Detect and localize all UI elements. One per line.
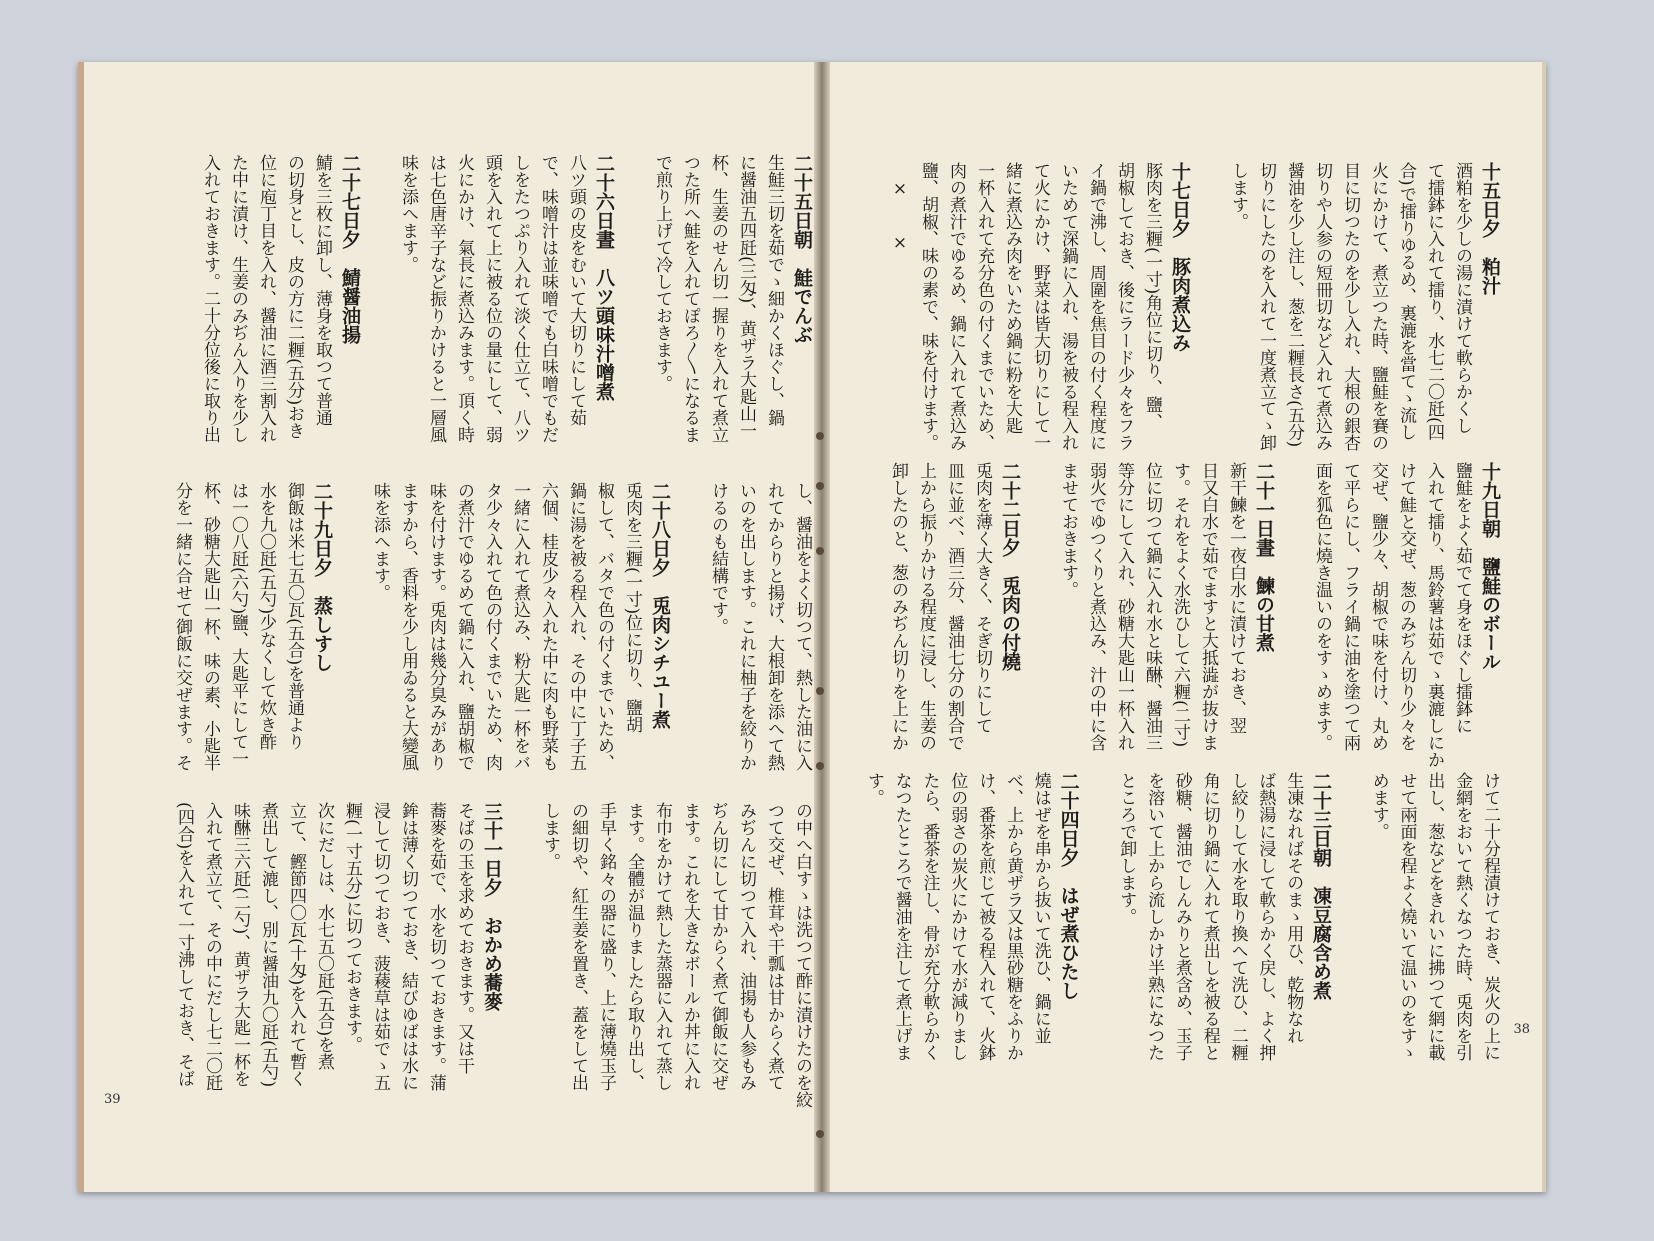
text-column: 面を狐色に燒き温いのをすゝめます。 xyxy=(1312,462,1332,751)
text-column: 味醂三六瓩(二勺)、黄ザラ大匙一杯を xyxy=(230,802,250,1088)
text-column: 布巾をかけて熱した蒸器に入れて蒸し xyxy=(652,802,672,1091)
text-column: て平らにし、フライ鍋に油を塗つて兩 xyxy=(1340,462,1360,751)
recipe-heading: 二十五日朝 鮭でんぶ xyxy=(791,154,813,344)
text-column: 蕎麥を茹で、水を切つておきます。蒲 xyxy=(426,802,446,1091)
text-column: 弱火でゆつくりと煮込み、汁の中に含 xyxy=(1086,462,1106,751)
column-spacer xyxy=(1280,462,1306,792)
binding-hole xyxy=(816,687,824,695)
binding-hole xyxy=(816,547,824,555)
text-column: 切りや人参の短冊切など入れて煮込み xyxy=(1312,162,1332,451)
recipe-heading: 二十一日晝 鰊の甘煮 xyxy=(1253,462,1275,652)
text-column: 兎肉を薄く大きく、そぎ切りにして xyxy=(972,462,992,734)
text-column: 燒はぜを串から抜いて洗ひ、鍋に並 xyxy=(1030,772,1051,1044)
text-column: イ鍋で沸し、周圍を焦目の付く程度に xyxy=(1086,162,1106,451)
text-column: 浸して切つておき、菠薐草は茹でゝ五 xyxy=(370,802,390,1091)
text-column: 切りにしたのを入れて一度煮立てゝ卸 xyxy=(1256,162,1276,451)
text-column: て火にかけ、野菜は皆大切りにして一 xyxy=(1030,162,1050,451)
text-column: で、味噌汁は並味噌でも白味噌でもだ xyxy=(538,154,558,443)
text-column: けるのも結構です。 xyxy=(708,482,728,635)
text-column: ませておきます。 xyxy=(1058,462,1078,598)
text-column: 一杯入れて充分色の付くまでいため、 xyxy=(974,162,994,451)
text-column: 位に切つて鍋に入れ水と味醂、醤油三 xyxy=(1142,462,1162,751)
text-column: 合)で擂りゆるめ、裏漉を當てゝ流し xyxy=(1396,162,1416,441)
right-bottom-band xyxy=(862,772,1502,1112)
text-column: なつたところで醤油を注して煮上げま xyxy=(891,772,912,1061)
left-middle-band xyxy=(134,482,814,800)
text-column: 火にかけて、煮立つた時、鹽鮭を賽の xyxy=(1368,162,1388,451)
text-column: けて鮭と交ぜ、葱のみぢん切り少々を xyxy=(1396,462,1416,751)
text-column: は七色唐辛子など振りかけると一層風 xyxy=(426,154,446,443)
binding-hole xyxy=(816,482,824,490)
text-column: します。 xyxy=(1228,162,1248,230)
page-number-right: 38 xyxy=(1513,1022,1530,1037)
recipe-heading: 十九日朝 鹽鮭のボール xyxy=(1479,462,1501,671)
text-column: 豚肉を三糎(一寸)角位に切り、鹽、 xyxy=(1142,162,1162,431)
text-column: 緒に煮込み肉をいため鍋に粉を大匙 xyxy=(1002,162,1022,434)
text-column: す。それをよく水洗ひして六糎(二寸) xyxy=(1170,462,1190,748)
text-column: 立て、鰹節四〇瓦(十匁)を入れて暫く xyxy=(286,802,306,1088)
text-column: の中へ白すゝは洗つて酢に漬けたのを絞 xyxy=(792,802,812,1108)
text-column: 杯、生姜のせん切一握りを入れて煮立 xyxy=(708,154,728,443)
text-column: つた所へ鮭を入れてぽろ〳〵になるま xyxy=(680,154,700,443)
text-column: 胡椒しておき、後にラード少々をフラ xyxy=(1114,162,1134,451)
text-column: け、番茶を煎じて被る程入れて、火鉢 xyxy=(975,772,996,1061)
left-page xyxy=(78,62,826,1192)
text-column: します。 xyxy=(540,802,560,870)
text-column: 火にかけ、氣長に煮込みます。頂く時 xyxy=(454,154,474,443)
column-spacer xyxy=(366,154,392,504)
text-column: し絞りして水を取り換へて洗ひ、二糎 xyxy=(1227,772,1248,1061)
text-column: 角に切り鍋に入れて煮出しを被る程と xyxy=(1199,772,1220,1061)
column-spacer xyxy=(1196,162,1222,482)
text-column: 鍋に湯を被る程入れ、その中に丁子五 xyxy=(566,482,586,771)
text-column: て擂鉢に入れて擂り、水七二〇瓩(四 xyxy=(1424,162,1444,441)
text-column: す。 xyxy=(863,772,884,806)
text-column: 八ツ頭の皮をむいて大切りにして茹 xyxy=(566,154,586,426)
text-column: 入れて擂り、馬鈴薯は茹でゝ裏漉しにか xyxy=(1424,462,1444,768)
column-spacer xyxy=(508,802,534,1132)
text-column: 砂糖、醤油でしんみりと煮含め、玉子 xyxy=(1171,772,1192,1061)
column-spacer xyxy=(1085,772,1111,1112)
text-column: 位に庖丁目を入れ、醤油に酒三割入れ xyxy=(256,154,276,443)
text-column: ますから、香料を少し用ゐると大變風 xyxy=(398,482,418,771)
text-column: 鹽鮭をよく茹でて身をほぐし擂鉢に xyxy=(1452,462,1472,734)
text-column: に醤油五四瓩(三匁)、黄ザラ大匙山一 xyxy=(736,154,756,440)
text-column: 金網をおいて熱くなつた時、兎肉を引 xyxy=(1452,772,1473,1061)
text-column: 手早く銘々の器に盛り、上に薄燒玉子 xyxy=(596,802,616,1091)
text-column: 上から振りかける程度に浸し、生姜の xyxy=(916,462,936,751)
text-column: 卸したのと、葱のみぢん切りを上にか xyxy=(888,462,908,751)
page-number-left: 39 xyxy=(104,1092,121,1107)
text-column: ところで卸します。 xyxy=(1116,772,1137,925)
text-column: れてからりと揚げ、大根卸を添へて熱 xyxy=(764,482,784,771)
text-column: 煮出して漉し、別に醤油九〇瓩(五勺) xyxy=(258,802,278,1088)
text-column: 頭を入れて上に被る位の量にして、弱 xyxy=(482,154,502,443)
text-column: た中に漬け、生姜のみぢん入りを少し xyxy=(228,154,248,443)
column-spacer xyxy=(1026,462,1052,792)
recipe-heading: 二十八日夕 兎肉シチユー煮 xyxy=(649,482,671,729)
recipe-heading: 十五日夕 粕汁 xyxy=(1479,162,1501,295)
text-column: 生鮭三切を茹でゝ細かくほぐし、鍋 xyxy=(764,154,784,426)
book-gutter xyxy=(814,62,830,1192)
binding-hole xyxy=(816,762,824,770)
text-column: 糎(一寸五分)に切つておきます。 xyxy=(342,802,362,1054)
left-top-band xyxy=(134,154,814,504)
text-column: 次にだしは、水七五〇瓩(五合)を煮 xyxy=(314,802,334,1071)
text-column: そばの玉を求めておきます。又は干 xyxy=(454,802,474,1074)
right-middle-band xyxy=(862,462,1502,792)
text-column: タ少々入れて色の付くまでいため、肉 xyxy=(482,482,502,771)
text-column: 出し、葱などをきれいに拂つて網に載 xyxy=(1424,772,1445,1061)
recipe-heading: 二十九日夕 蒸しすし xyxy=(311,482,333,672)
text-column: しをたつぷり入れて淡く仕立て、八ツ xyxy=(510,154,530,443)
open-book xyxy=(78,62,1550,1192)
binding-hole xyxy=(816,432,824,440)
text-column: 交ぜ、鹽少々、胡椒で味を付け、丸め xyxy=(1368,462,1388,751)
text-column: 鉾は薄く切つておき、結びゆばは水に xyxy=(398,802,418,1091)
text-column: は一〇八瓩(六勺)鹽、大匙平にして一 xyxy=(228,482,248,768)
text-column: 日又白水で茹でますと大抵澁が抜けま xyxy=(1198,462,1218,751)
text-column: × × xyxy=(890,162,910,253)
text-column: 皿に並べ、酒三分、醤油七分の割合で xyxy=(944,462,964,751)
text-column: ます。全體が温りましたら取り出し、 xyxy=(624,802,644,1091)
text-column: 鹽、胡椒、味の素で、味を付けます。 xyxy=(918,162,938,451)
text-column: たら、番茶を注し、骨が充分軟らかく xyxy=(919,772,940,1061)
recipe-heading: 二十六日晝 八ツ頭味汁噌煮 xyxy=(593,154,615,401)
text-column: の切身とし、皮の方に二糎(五分)おき xyxy=(284,154,304,440)
text-column: 目に切つたのを少し入れ、大根の銀杏 xyxy=(1340,162,1360,451)
recipe-heading: 三十一日夕 おかめ蕎麥 xyxy=(481,802,503,1011)
text-column: 分を一緒に合せて御飯に交ぜます。そ xyxy=(172,482,192,771)
text-column: 椒して、バタで色の付くまでいため、 xyxy=(594,482,614,771)
text-column: せて兩面を程よく燒いて温いのをすゝ xyxy=(1396,772,1417,1061)
recipe-heading: 十七日夕 豚肉煮込み xyxy=(1169,162,1191,352)
text-column: の細切や、紅生姜を置き、蓋をして出 xyxy=(568,802,588,1091)
text-column: ぢん切にして甘からく煮て御飯に交ぜ xyxy=(708,802,728,1091)
recipe-heading: 二十七日夕 鯖醤油揚 xyxy=(339,154,361,344)
text-column: (四合)を入れて一寸沸しておき、そば xyxy=(174,802,194,1088)
text-column: めます。 xyxy=(1368,772,1389,840)
text-column: 生凍なればそのまゝ用ひ、乾物なれ xyxy=(1283,772,1304,1044)
column-spacer xyxy=(620,154,646,504)
text-column: 等分にして入れ、砂糖大匙山一杯入れ xyxy=(1114,462,1134,751)
text-column: 水を九〇瓩(五勺)少なくして炊き酢 xyxy=(256,482,276,751)
text-column: 醤油を少し注し、葱を二糎長さ(五分) xyxy=(1284,162,1304,448)
text-column: 入れておきます。二十分位後に取り出 xyxy=(200,154,220,443)
text-column: みぢんに切つて入れ、油揚も人参もみ xyxy=(736,802,756,1091)
text-column: 味を添へます。 xyxy=(370,482,390,601)
text-column: 兎肉を三糎(一寸)位に切り、鹽胡 xyxy=(622,482,642,734)
text-column: 味を付けます。兎肉は幾分臭みがあり xyxy=(426,482,446,771)
text-column: 味を添へます。 xyxy=(398,154,418,273)
recipe-heading: 二十二日夕 兎肉の付燒 xyxy=(999,462,1021,671)
text-column: を溶いて上から流しかけ半熟になつた xyxy=(1144,772,1165,1061)
text-column: いのを出します。これに柚子を絞りか xyxy=(736,482,756,771)
text-column: で煎り上げて冷しておきます。 xyxy=(652,154,672,392)
text-column: ます。これを大きなボールか丼に入れ xyxy=(680,802,700,1091)
right-page xyxy=(826,62,1546,1192)
text-column: 新干鰊を一夜白水に漬けておき、翌 xyxy=(1226,462,1246,734)
column-spacer xyxy=(1337,772,1363,1112)
text-column: 酒粕を少しの湯に漬けて軟らかくし xyxy=(1452,162,1472,434)
column-spacer xyxy=(676,482,702,800)
text-column: べ、上から黄ザラ又は黒砂糖をふりか xyxy=(1002,772,1023,1061)
column-spacer xyxy=(338,482,364,800)
text-column: ば熱湯に浸して軟らかく戻し、よく押 xyxy=(1255,772,1276,1061)
text-column: の煮汁でゆるめて鍋に入れ、鹽胡椒で xyxy=(454,482,474,771)
right-top-band xyxy=(862,162,1502,482)
binding-hole xyxy=(816,1130,824,1138)
text-column: 杯、砂糖大匙山一杯、味の素、小匙半 xyxy=(200,482,220,771)
text-column: 一緒に入れて煮込み、粉大匙一杯をバ xyxy=(510,482,530,771)
text-column: 位の弱さの炭火にかけて水が減りまし xyxy=(947,772,968,1061)
recipe-heading: 二十三日朝 凍豆腐含め煮 xyxy=(1310,772,1333,1000)
text-column: 六個、桂皮少々入れた中に肉も野菜も xyxy=(538,482,558,771)
text-column: 御飯は米七五〇瓦(五合)を普通より xyxy=(284,482,304,751)
text-column: 肉の煮汁でゆるめ、鍋に入れて煮込み xyxy=(946,162,966,451)
text-column: つて交ぜ、椎茸や干瓢は甘からく煮て xyxy=(764,802,784,1091)
text-column: いためて深鍋に入れ、湯を被る程入れ xyxy=(1058,162,1078,451)
text-column: けて二十分程漬けておき、炭火の上に xyxy=(1480,772,1500,1061)
text-column: し、醤油をよく切つて、熱した油に入 xyxy=(792,482,812,771)
recipe-heading: 二十四日夕 はぜ煮ひたし xyxy=(1057,772,1080,1000)
text-column: 入れて煮立て、その中にだし七二〇瓩 xyxy=(202,802,222,1091)
left-bottom-band xyxy=(134,802,814,1132)
text-column: 鯖を三枚に卸し、薄身を取つて普通 xyxy=(312,154,332,426)
